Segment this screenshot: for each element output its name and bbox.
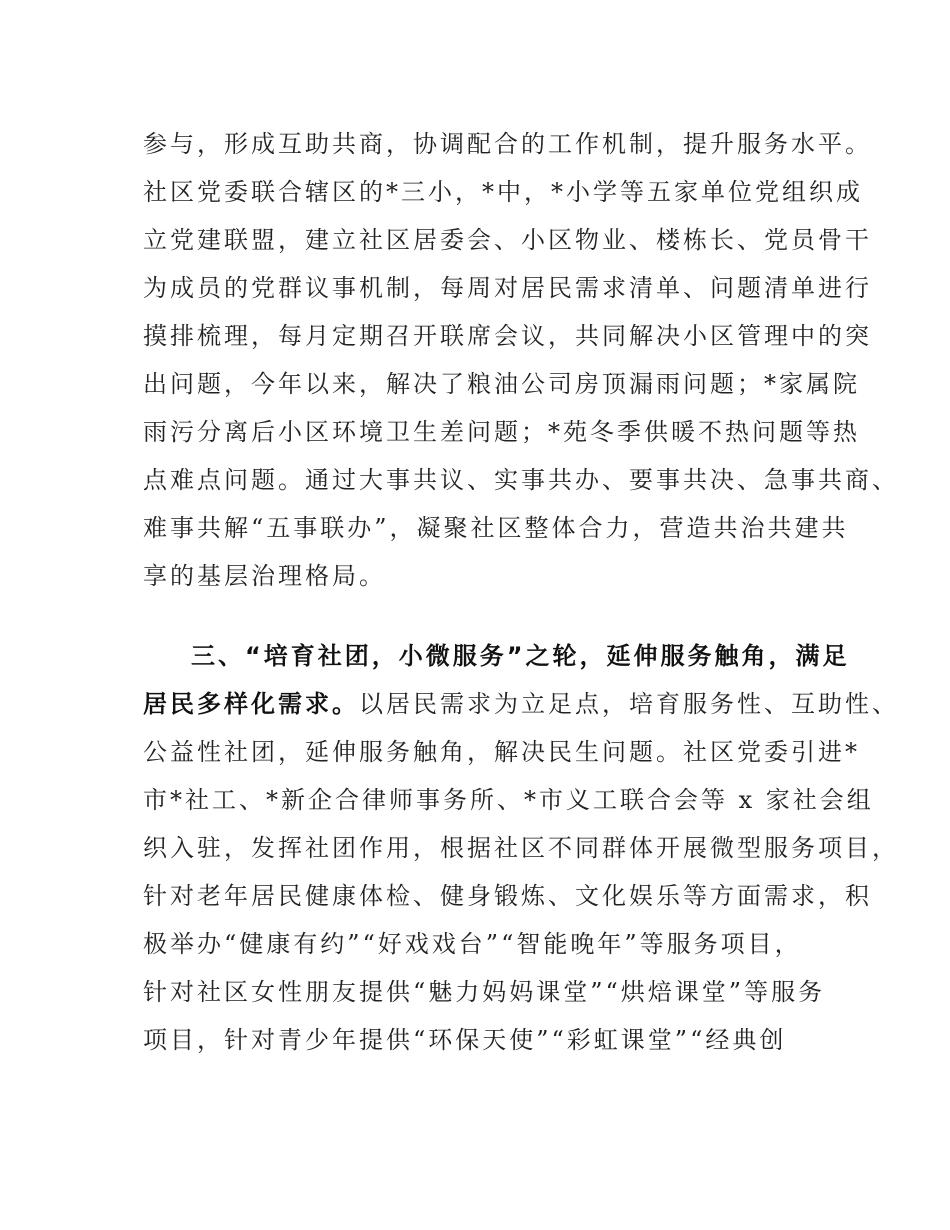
text-line: 为成员的党群议事机制，每周对居民需求清单、问题清单进行 bbox=[143, 274, 872, 302]
text-line bbox=[143, 688, 899, 720]
text-line: 项目，针对青少年提供“环保天使”“彩虹课堂”“经典创 bbox=[143, 1026, 787, 1054]
text-line: 摸排梳理，每月定期召开联席会议，共同解决小区管理中的突 bbox=[143, 322, 872, 350]
section-heading-continued: 居民多样化需求。 bbox=[143, 690, 359, 718]
text-line: 针对老年居民健康体检、健身锻炼、文化娱乐等方面需求，积 bbox=[143, 882, 872, 910]
text-line: 立党建联盟，建立社区居委会、小区物业、楼栋长、党员骨干 bbox=[143, 226, 872, 254]
text-span: 以居民需求为立足点，培育服务性、互助性、 bbox=[359, 690, 899, 718]
text-line: 公益性社团，延伸服务触角，解决民生问题。社区党委引进* bbox=[143, 738, 860, 766]
section-heading: 三、“培育社团，小微服务”之轮，延伸服务触角，满足 bbox=[191, 642, 850, 670]
text-line: 织入驻，发挥社团作用，根据社区不同群体开展微型服务项目， bbox=[143, 834, 899, 862]
text-line: 极举办“健康有约”“好戏戏台”“智能晚年”等服务项目， bbox=[143, 930, 802, 958]
text-line: 出问题，今年以来，解决了粮油公司房顶漏雨问题；*家属院 bbox=[143, 370, 860, 398]
text-line: 雨污分离后小区环境卫生差问题；*苑冬季供暖不热问题等热 bbox=[143, 418, 860, 446]
text-line: 针对社区女性朋友提供“魅力妈妈课堂”“烘焙课堂”等服务 bbox=[143, 978, 826, 1006]
text-line: 参与，形成互助共商，协调配合的工作机制，提升服务水平。 bbox=[143, 130, 872, 158]
text-line: 点难点问题。通过大事共议、实事共办、要事共决、急事共商、 bbox=[143, 466, 899, 494]
text-line: 市*社工、*新企合律师事务所、*市义工联合会等 x 家社会组 bbox=[143, 786, 874, 814]
text-line: 享的基层治理格局。 bbox=[143, 562, 386, 590]
text-line: 社区党委联合辖区的*三小，*中，*小学等五家单位党组织成 bbox=[143, 178, 863, 206]
text-line: 难事共解“五事联办”，凝聚社区整体合力，营造共治共建共 bbox=[143, 514, 849, 542]
